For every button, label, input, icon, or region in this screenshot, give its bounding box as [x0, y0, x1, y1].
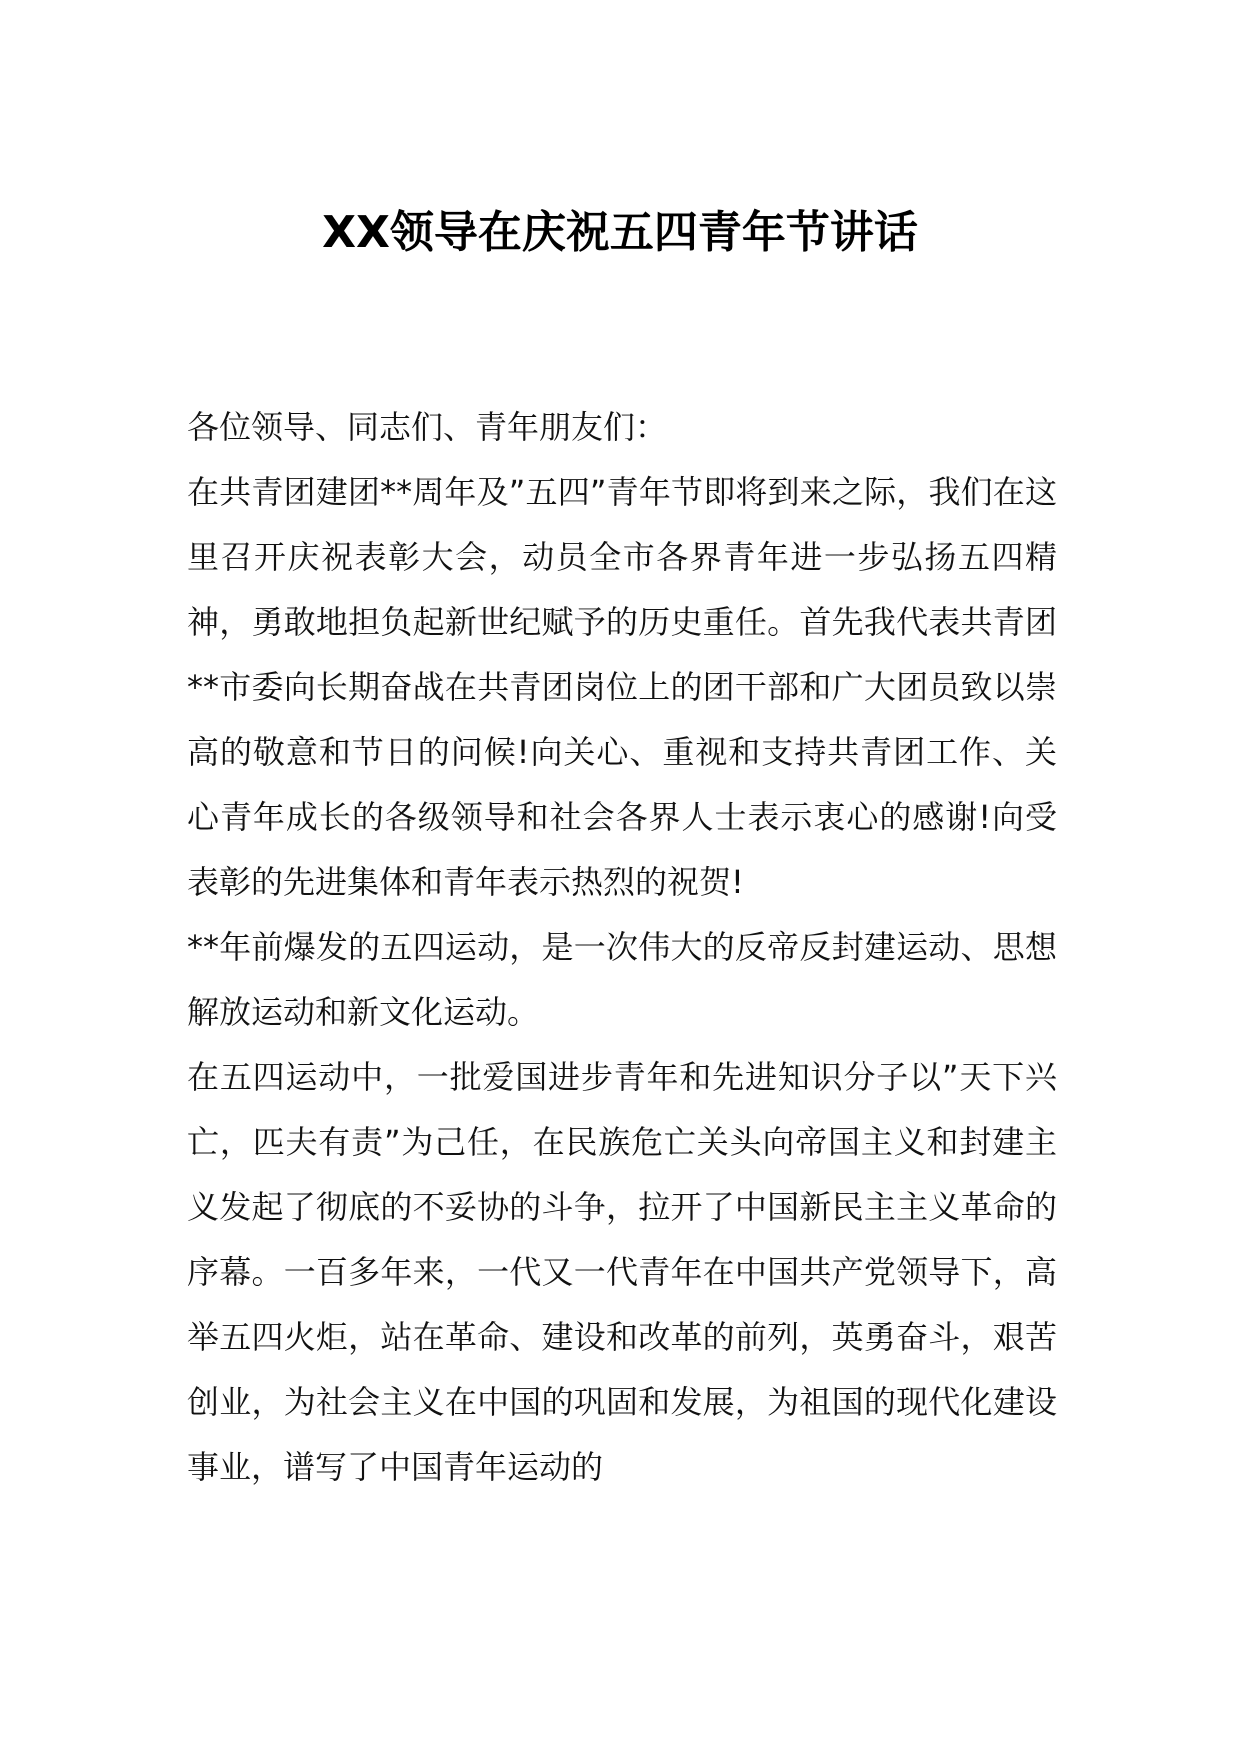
body-paragraph-1: 在共青团建团**周年及”五四”青年节即将到来之际，我们在这里召开庆祝表彰大会，动员全市各界青年进一步弘扬五四精神，勇敢地担负起新世纪赋予的历史重任。首先我代表共青团**市委向长期奋战在共青团岗位上的团干部和广大团员致以崇高的敬意和节日的问候!向关心、重视和支持共青团工作、关心青年成长的各级领导和社会各界人士表示衷心的感谢!向受表彰的先进集体和青年表示热烈的祝贺!	[187, 473, 1057, 901]
body-paragraph-2: **年前爆发的五四运动，是一次伟大的反帝反封建运动、思想解放运动和新文化运动。	[187, 928, 1057, 1031]
document-body	[187, 395, 1057, 1500]
body-paragraph-3: 在五四运动中，一批爱国进步青年和先进知识分子以”天下兴亡，匹夫有责”为己任，在民族危亡关头向帝国主义和封建主义发起了彻底的不妥协的斗争，拉开了中国新民主主义革命的序幕。一百多年来，一代又一代青年在中国共产党领导下，高举五四火炬，站在革命、建设和改革的前列，英勇奋斗，艰苦创业，为社会主义在中国的巩固和发展，为祖国的现代化建设事业，谱写了中国青年运动的	[187, 1058, 1057, 1486]
document-title: XX领导在庆祝五四青年节讲话	[322, 207, 918, 258]
salutation-paragraph: 各位领导、同志们、青年朋友们：	[187, 408, 668, 446]
